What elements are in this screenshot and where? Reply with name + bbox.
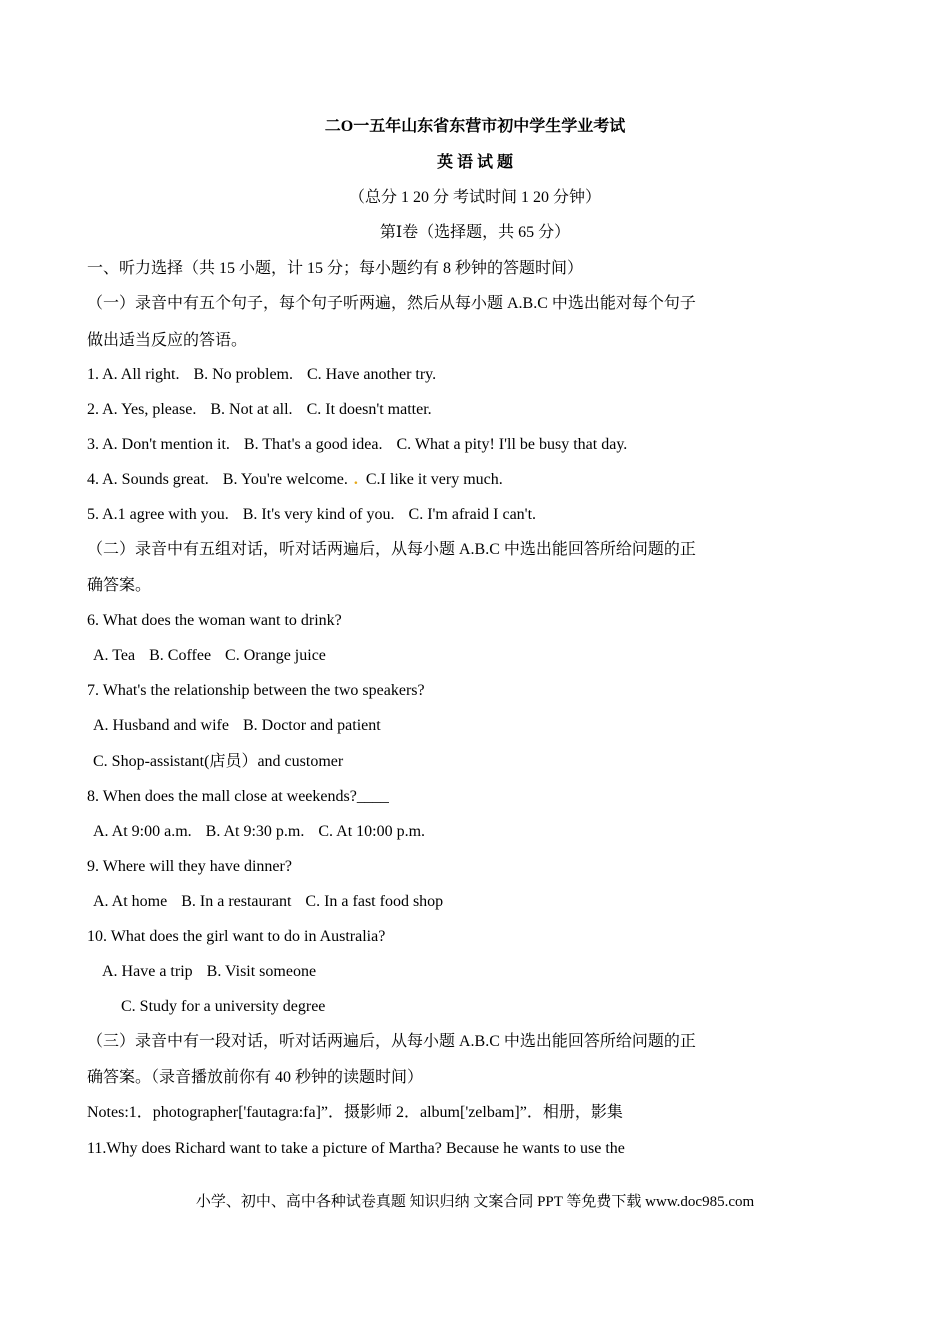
q5-option-b: B. It's very kind of you. [242, 506, 395, 523]
part1-instruction-cont: 做出适当反应的答语。 [87, 332, 248, 349]
part2-instruction: （二）录音中有五组对话，听对话两遍后，从每小题 A.B.C 中选出能回答所给问题的正 [87, 541, 696, 558]
q3-option-c: C. What a pity! I'll be busy that day. [396, 436, 628, 453]
part2-instruction-cont: 确答案。 [87, 577, 152, 594]
question-1 [87, 365, 436, 385]
part3-instruction-cont: 确答案。（录音播放前你有 40 秒钟的读题时间） [87, 1069, 424, 1086]
q6-options [93, 646, 326, 666]
q2-option-c: C. It doesn't matter. [306, 401, 432, 418]
section-heading: 一、听力选择（共 15 小题，计 15 分；每小题约有 8 秒钟的答题时间） [87, 260, 584, 277]
q9-options [93, 892, 443, 912]
q7-option-b: B. Doctor and patient [242, 717, 381, 734]
q8-stem: 8. When does the mall close at weekends?____ [87, 788, 389, 805]
q7-option-c: C. Shop-assistant(店员）and customer [93, 753, 344, 770]
exam-info: （总分 1 20 分 考试时间 1 20 分钟） [348, 189, 601, 206]
q4-option-c: C.I like it very much. [365, 471, 503, 488]
q3-option-b: B. That's a good idea. [243, 436, 383, 453]
question-4 [87, 470, 503, 490]
q2-option-a: 2. A. Yes, please. [87, 401, 197, 418]
part3-instruction: （三）录音中有一段对话，听对话两遍后，从每小题 A.B.C 中选出能回答所给问题的正 [87, 1033, 696, 1050]
question-2 [87, 400, 432, 420]
q4-option-a: 4. A. Sounds great. [87, 471, 209, 488]
q8-option-c: C. At 10:00 p.m. [318, 823, 426, 840]
q6-option-c: C. Orange juice [225, 647, 326, 664]
q1-option-c: C. Have another try. [307, 366, 437, 383]
notes-line: Notes:1．photographer['fautagra:fa]”．摄影师 2．album['zelbam]”．相册，影集 [87, 1104, 623, 1121]
q11-stem: 11.Why does Richard want to take a picture of Martha? Because he wants to use the [87, 1140, 625, 1157]
q8-options [93, 822, 425, 842]
q10-options [102, 962, 316, 982]
exam-title: 二O一五年山东省东营市初中学生学业考试 [324, 118, 626, 135]
question-5 [87, 505, 536, 525]
q7-stem: 7. What's the relationship between the two speakers? [87, 682, 425, 699]
q8-option-a: A. At 9:00 a.m. [93, 823, 192, 840]
q10-option-c: C. Study for a university degree [121, 998, 326, 1015]
q8-option-b: B. At 9:30 p.m. [205, 823, 305, 840]
q5-option-c: C. I'm afraid I can't. [408, 506, 537, 523]
q10-option-b: B. Visit someone [206, 963, 317, 980]
question-3 [87, 435, 627, 455]
q2-option-b: B. Not at all. [210, 401, 293, 418]
q6-stem: 6. What does the woman want to drink? [87, 612, 342, 629]
q6-option-a: A. Tea [93, 647, 136, 664]
part1-instruction: （一）录音中有五个句子，每个句子听两遍，然后从每小题 A.B.C 中选出能对每个句子 [87, 295, 696, 312]
q7-option-a: A. Husband and wife [93, 717, 229, 734]
q1-option-b: B. No problem. [193, 366, 293, 383]
q9-option-a: A. At home [93, 893, 168, 910]
page-footer: 小学、初中、高中各种试卷真题 知识归纳 文案合同 PPT 等免费下载 www.doc985.com [195, 1194, 755, 1210]
q9-option-c: C. In a fast food shop [305, 893, 444, 910]
q10-option-a: A. Have a trip [102, 963, 193, 980]
q4-option-b: B. You're welcome. [222, 471, 348, 488]
q3-option-a: 3. A. Don't mention it. [87, 436, 230, 453]
q1-option-a: 1. A. All right. [87, 366, 180, 383]
exam-subtitle: 英 语 试 题 [436, 154, 513, 171]
q9-option-b: B. In a restaurant [181, 893, 292, 910]
q10-stem: 10. What does the girl want to do in Australia? [87, 928, 386, 945]
q7-options [93, 716, 381, 736]
q9-stem: 9. Where will they have dinner? [87, 858, 292, 875]
q6-option-b: B. Coffee [149, 647, 212, 664]
volume-heading: 第Ⅰ卷（选择题，共 65 分） [379, 224, 571, 241]
orange-dot-mark: . [353, 471, 358, 488]
q5-option-a: 5. A.1 agree with you. [87, 506, 229, 523]
